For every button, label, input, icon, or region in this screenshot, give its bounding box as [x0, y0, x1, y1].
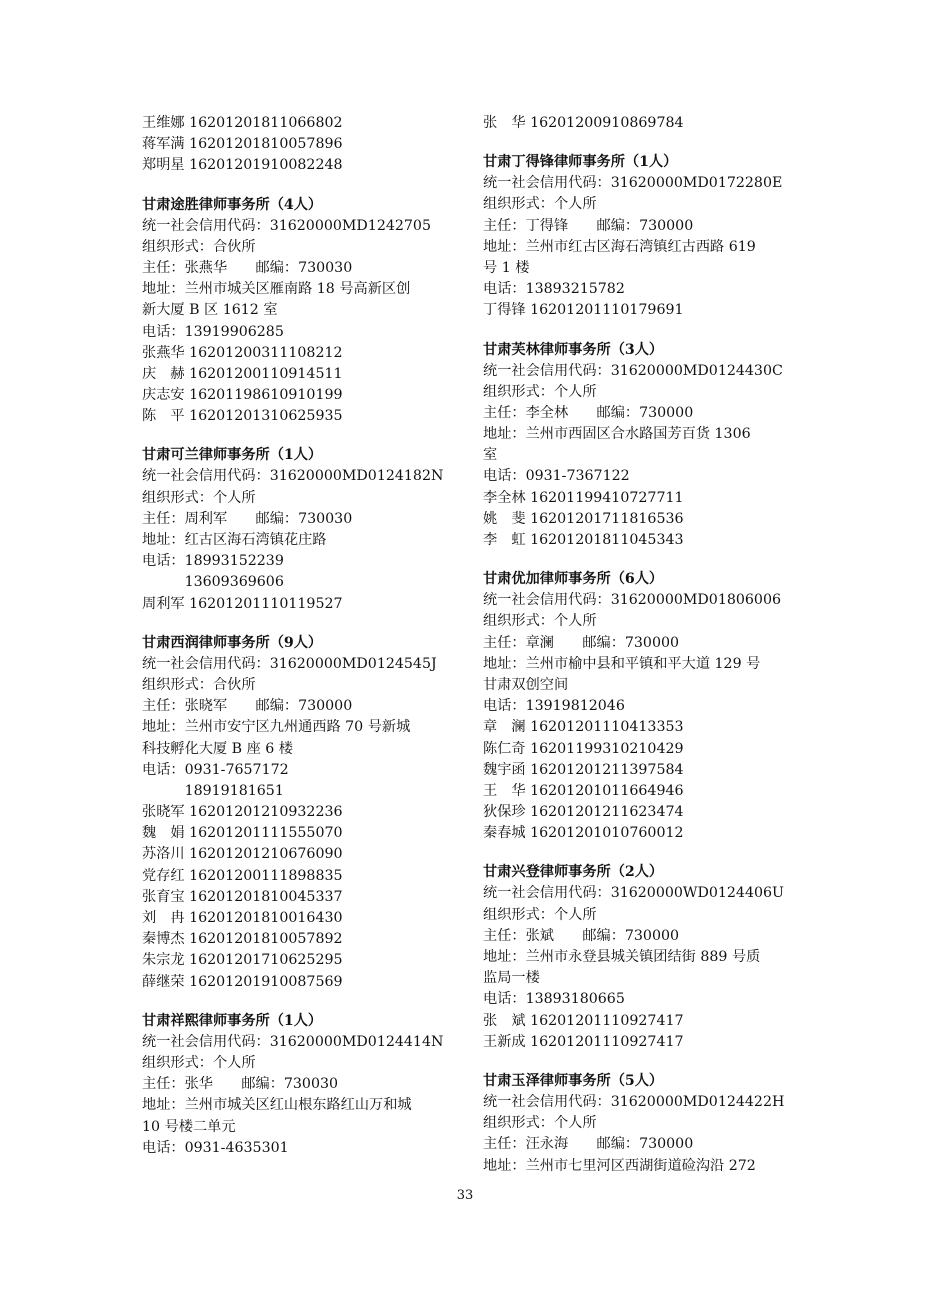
law-firm-entry [483, 151, 793, 321]
firm-detail-line: 庆志安 16201198610910199 [142, 387, 343, 404]
firm-detail-line: 王新成 16201201110927417 [483, 1033, 684, 1050]
firm-detail-line: 丁得锋 16201201110179691 [483, 302, 684, 319]
firm-title: 甘肃途胜律师事务所（4人） [142, 196, 323, 213]
firm-detail-line: 组织形式：个人所 [483, 196, 597, 213]
firm-detail-line: 统一社会信用代码：31620000MD1242705 [142, 217, 431, 234]
firm-detail-line: 电话：0931-7657172 [142, 761, 289, 778]
firm-detail-line: 统一社会信用代码：31620000MD0172280E [483, 175, 783, 192]
firm-detail-line: 刘 冉 16201201810016430 [142, 910, 343, 926]
firm-detail-line: 甘肃双创空间 [483, 676, 569, 693]
firm-detail-line: 地址：兰州市安宁区九州通西路 70 号新城 [142, 719, 411, 736]
firm-detail-line: 电话：0931-7367122 [483, 468, 630, 485]
law-firm-entry [483, 339, 793, 552]
firm-detail-line: 主任：周利军 邮编：730030 [142, 510, 353, 527]
law-firm-entry [142, 1010, 452, 1159]
firm-detail-line: 地址：兰州市永登县城关镇团结街 889 号质 [483, 949, 761, 965]
firm-title: 甘肃祥熙律师事务所（1人） [142, 1012, 323, 1029]
firm-detail-line: 新大厦 B 区 1612 室 [142, 302, 278, 319]
law-firm-entry [142, 632, 452, 993]
firm-detail-line: 组织形式：个人所 [142, 489, 256, 506]
firm-detail-line: 张 斌 16201201110927417 [483, 1012, 684, 1029]
law-firm-entry [483, 568, 793, 844]
firm-detail-line: 主任：汪永海 邮编：730000 [483, 1136, 694, 1153]
firm-title: 甘肃兴登律师事务所（2人） [483, 864, 664, 881]
firm-detail-line: 组织形式：个人所 [483, 613, 597, 630]
firm-detail-line: 狄保珍 16201201211623474 [483, 804, 684, 821]
member-line: 张 华 16201200910869784 [483, 115, 684, 131]
firm-detail-line: 秦博杰 16201201810057892 [142, 931, 343, 948]
right-column [483, 113, 793, 1177]
firm-detail-line: 姚 斐 16201201711816536 [483, 510, 684, 527]
firm-detail-line: 电话：13919812046 [483, 698, 625, 715]
firm-detail-line: 组织形式：合伙所 [142, 238, 256, 255]
firm-detail-line: 统一社会信用代码：31620000MD0124422H [483, 1093, 785, 1110]
firm-detail-line: 朱宗龙 16201201710625295 [142, 952, 343, 969]
firm-detail-line: 地址：兰州市七里河区西湖街道硷沟沿 272 [483, 1157, 756, 1174]
firm-detail-line: 10 号楼二单元 [142, 1118, 236, 1135]
firm-detail-line: 周利军 16201201110119527 [142, 595, 343, 612]
firm-detail-line: 统一社会信用代码：31620000MD01806006 [483, 592, 782, 609]
firm-detail-line: 魏宇函 16201201211397584 [483, 761, 684, 778]
firm-detail-line: 组织形式：个人所 [483, 383, 597, 400]
law-firm-entry [483, 1070, 793, 1177]
firm-detail-line: 主任：张晓军 邮编：730000 [142, 698, 353, 715]
firm-detail-line: 号 1 楼 [483, 259, 530, 276]
firm-detail-line: 秦春城 16201201010760012 [483, 825, 684, 842]
firm-detail-line: 陈仁奇 16201199310210429 [483, 740, 684, 757]
firm-detail-line: 地址：兰州市城关区雁南路 18 号高新区创 [142, 281, 411, 298]
firm-detail-line: 组织形式：个人所 [483, 1115, 597, 1132]
firm-detail-line: 地址：兰州市红古区海石湾镇红古西路 619 [483, 238, 756, 255]
firm-title: 甘肃芙林律师事务所（3人） [483, 341, 664, 358]
firm-detail-line: 监局一楼 [483, 970, 540, 987]
firm-title: 甘肃玉泽律师事务所（5人） [483, 1072, 664, 1089]
law-firm-entry [483, 861, 793, 1053]
firm-detail-line: 章 澜 16201201110413353 [483, 719, 684, 736]
firm-title: 甘肃丁得锋律师事务所（1人） [483, 154, 678, 171]
firm-detail-line: 张燕华 16201200311108212 [142, 344, 343, 361]
firm-detail-line: 李 虹 16201201811045343 [483, 532, 684, 548]
left-column [142, 113, 452, 1159]
firm-detail-line: 组织形式：个人所 [483, 906, 597, 923]
firm-detail-line: 统一社会信用代码：31620000MD0124430C [483, 362, 783, 379]
law-firm-entry [142, 194, 452, 428]
firm-detail-line: 18919181651 [142, 782, 284, 799]
firm-detail-line: 陈 平 16201201310625935 [142, 408, 343, 425]
firm-detail-line: 电话：13919906285 [142, 323, 284, 340]
firm-detail-line: 统一社会信用代码：31620000MD0124182N [142, 468, 444, 485]
firm-detail-line: 统一社会信用代码：31620000WD0124406U [483, 885, 785, 902]
member-line: 郑明星 16201201910082248 [142, 157, 343, 174]
firm-detail-line: 王 华 16201201011664946 [483, 782, 684, 799]
firm-detail-line: 统一社会信用代码：31620000MD0124414N [142, 1033, 444, 1050]
firm-detail-line: 地址：红古区海石湾镇花庄路 [142, 532, 327, 548]
firm-detail-line: 统一社会信用代码：31620000MD0124545J [142, 655, 437, 672]
law-firm-entry [142, 444, 452, 614]
member-line: 王维娜 16201201811066802 [142, 115, 343, 131]
firm-detail-line: 科技孵化大厦 B 座 6 楼 [142, 740, 293, 757]
firm-detail-line: 电话：0931-4635301 [142, 1139, 289, 1156]
firm-detail-line: 地址：兰州市西固区合水路国芳百货 1306 [483, 426, 751, 443]
firm-title: 甘肃可兰律师事务所（1人） [142, 447, 323, 464]
page-number: 33 [456, 1188, 474, 1203]
firm-detail-line: 组织形式：合伙所 [142, 676, 256, 693]
firm-detail-line: 主任：丁得锋 邮编：730000 [483, 217, 694, 234]
firm-detail-line: 庆 赫 16201200110914511 [142, 365, 343, 382]
firm-detail-line: 魏 娟 16201201111555070 [142, 825, 343, 842]
firm-detail-line: 主任：章澜 邮编：730000 [483, 634, 680, 651]
firm-detail-line: 苏洛川 16201201210676090 [142, 846, 343, 863]
firm-detail-line: 李全林 16201199410727711 [483, 489, 684, 506]
firm-detail-line: 主任：李全林 邮编：730000 [483, 404, 694, 421]
firm-detail-line: 薛继荣 16201201910087569 [142, 973, 343, 990]
firm-detail-line: 张育宝 16201201810045337 [142, 888, 343, 905]
firm-title: 甘肃优加律师事务所（6人） [483, 571, 664, 588]
firm-detail-line: 电话：13893215782 [483, 281, 625, 298]
member-line: 蒋军满 16201201810057896 [142, 136, 343, 153]
firm-title: 甘肃西润律师事务所（9人） [142, 634, 323, 651]
firm-detail-line: 电话：18993152239 [142, 553, 284, 570]
firm-detail-line: 地址：兰州市城关区红山根东路红山万和城 [142, 1097, 412, 1114]
firm-detail-line: 党存红 16201200111898835 [142, 867, 343, 884]
firm-detail-line: 主任：张燕华 邮编：730030 [142, 259, 353, 276]
firm-detail-line: 电话：13893180665 [483, 991, 625, 1008]
firm-detail-line: 主任：张斌 邮编：730000 [483, 927, 680, 944]
firm-detail-line: 地址：兰州市榆中县和平镇和平大道 129 号 [483, 655, 761, 672]
firm-detail-line: 张晓军 16201201210932236 [142, 804, 343, 821]
firm-detail-line: 13609369606 [142, 574, 284, 591]
firm-detail-line: 组织形式：个人所 [142, 1054, 256, 1071]
firm-detail-line: 室 [483, 447, 498, 464]
firm-detail-line: 主任：张华 邮编：730030 [142, 1076, 339, 1093]
